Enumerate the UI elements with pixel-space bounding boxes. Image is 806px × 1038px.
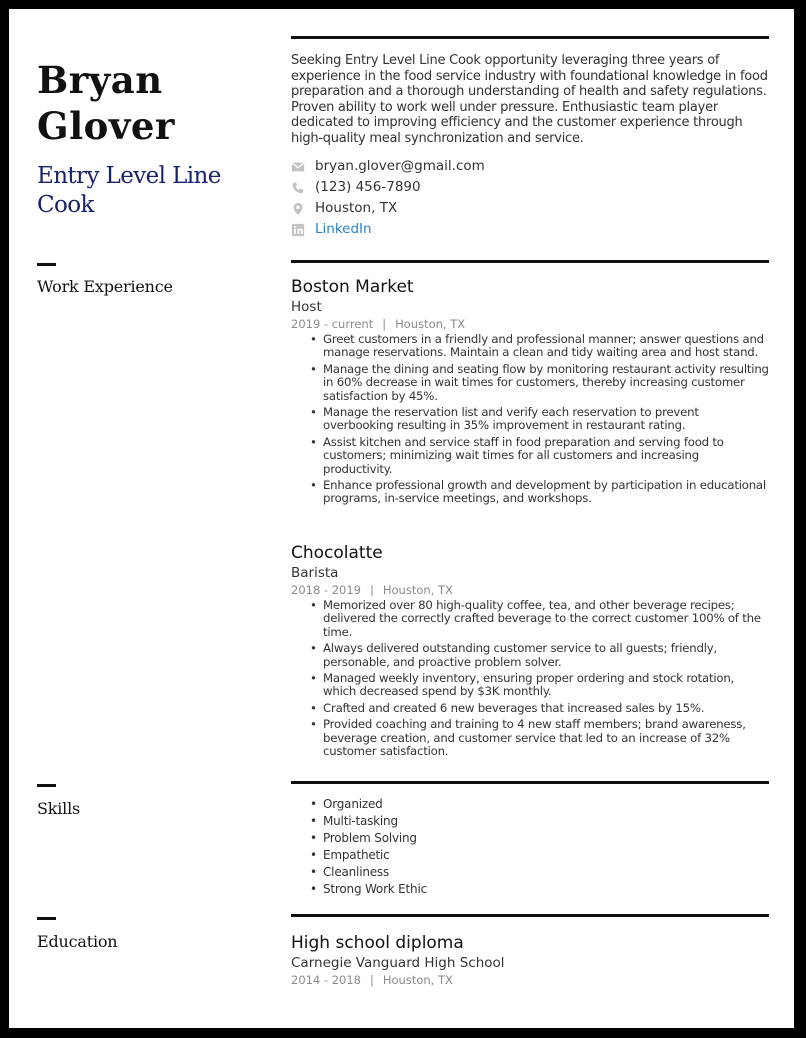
contact-list [291,156,769,240]
contact-location [291,198,769,219]
first-name: Bryan [37,58,163,102]
contact-linkedin [291,219,769,240]
job-bullets [291,333,769,506]
contact-email [291,156,769,177]
top-divider [291,36,769,39]
list-item: • Crafted and created 6 new beverages that increased sales by 15%. [323,702,769,715]
job-location: Houston, TX [395,317,466,331]
work-section-marker [37,263,56,266]
job-boston-market [291,276,769,509]
list-item: • Always delivered outstanding customer service to all guests; friendly, personable, and proactive problem solver. [323,642,769,669]
education-section-heading: Education [37,932,118,951]
list-item: • Memorized over 80 high-quality coffee, tea, and other beverage recipes; delivered the correctly crafted beverage to the correct customer 100% of the time. [323,599,769,639]
candidate-name [37,57,267,149]
linkedin-icon [291,223,315,237]
job-dates: 2018 - 2019 [291,583,361,597]
work-section-heading: Work Experience [37,277,173,296]
list-item: • Cleanliness [323,866,769,879]
company-name: Boston Market [291,277,414,297]
skills-divider [291,781,769,784]
list-item: • Organized [323,798,769,811]
job-title-line-2: Cook [37,192,94,218]
job-meta: 2018 - 2019 | Houston, TX [291,583,453,597]
envelope-icon [291,160,315,174]
job-role: Host [291,299,322,315]
list-item: • Greet customers in a friendly and professional manner; answer questions and manage reservations. Maintain a clean and tidy waiting area and host stand. [323,333,769,360]
job-dates: 2019 - current [291,317,374,331]
education-section-marker [37,917,56,920]
skills-section-marker [37,784,56,787]
work-divider [291,260,769,263]
list-item: • Empathetic [323,849,769,862]
school-name: Carnegie Vanguard High School [291,955,505,971]
map-pin-icon [291,202,315,216]
email-value[interactable]: bryan.glover@gmail.com [315,158,485,174]
education-divider [291,914,769,917]
list-item: • Strong Work Ethic [323,883,769,896]
skills-list [291,797,769,899]
list-item: • Manage the dining and seating flow by monitoring restaurant activity resulting in 60% decrease in wait times for customers, thereby increasing customer satisfaction by 45%. [323,363,769,403]
job-bullets [291,599,769,758]
list-item: • Provided coaching and training to 4 new staff members; brand awareness, beverage creation, and customer service that led to an increase of 32% customer satisfaction. [323,718,769,758]
education-meta: 2014 - 2018 | Houston, TX [291,973,453,987]
list-item: • Manage the reservation list and verify each reservation to prevent overbooking resulting in 35% improvement in restaurant rating. [323,406,769,433]
phone-icon [291,181,315,195]
skill-bullets [291,798,769,896]
job-location: Houston, TX [382,583,453,597]
job-title [37,162,267,220]
education-dates: 2014 - 2018 [291,973,361,987]
job-chocolatte [291,542,769,761]
degree-name: High school diploma [291,933,464,953]
last-name: Glover [37,104,175,148]
education-location: Houston, TX [382,973,453,987]
job-meta: 2019 - current | Houston, TX [291,317,466,331]
job-role: Barista [291,565,339,581]
education-entry [291,932,769,988]
job-title-line-1: Entry Level Line [37,163,221,189]
list-item: • Multi-tasking [323,815,769,828]
company-name: Chocolatte [291,543,383,563]
linkedin-link[interactable]: LinkedIn [315,221,372,237]
contact-phone [291,177,769,198]
list-item: • Enhance professional growth and development by participation in educational programs, in-service meetings, and workshops. [323,479,769,506]
skills-section-heading: Skills [37,799,81,818]
phone-value[interactable]: (123) 456-7890 [315,179,421,195]
list-item: • Problem Solving [323,832,769,845]
resume-page [9,9,794,1028]
list-item: • Assist kitchen and service staff in food preparation and serving food to customers; minimizing wait times for all customers and increasing productivity. [323,436,769,476]
location-value: Houston, TX [315,200,398,216]
summary-text: Seeking Entry Level Line Cook opportunity leveraging three years of experience in the food service industry with foundational knowledge in food preparation and a thorough understanding of health and safety regulations. Proven ability to work well under pressure. Enthusiastic team player dedicated to improving efficiency and the customer experience through high-quality meal synchronization and service. [291,53,768,146]
list-item: • Managed weekly inventory, ensuring proper ordering and stock rotation, which decreased spend by $3K monthly. [323,672,769,699]
